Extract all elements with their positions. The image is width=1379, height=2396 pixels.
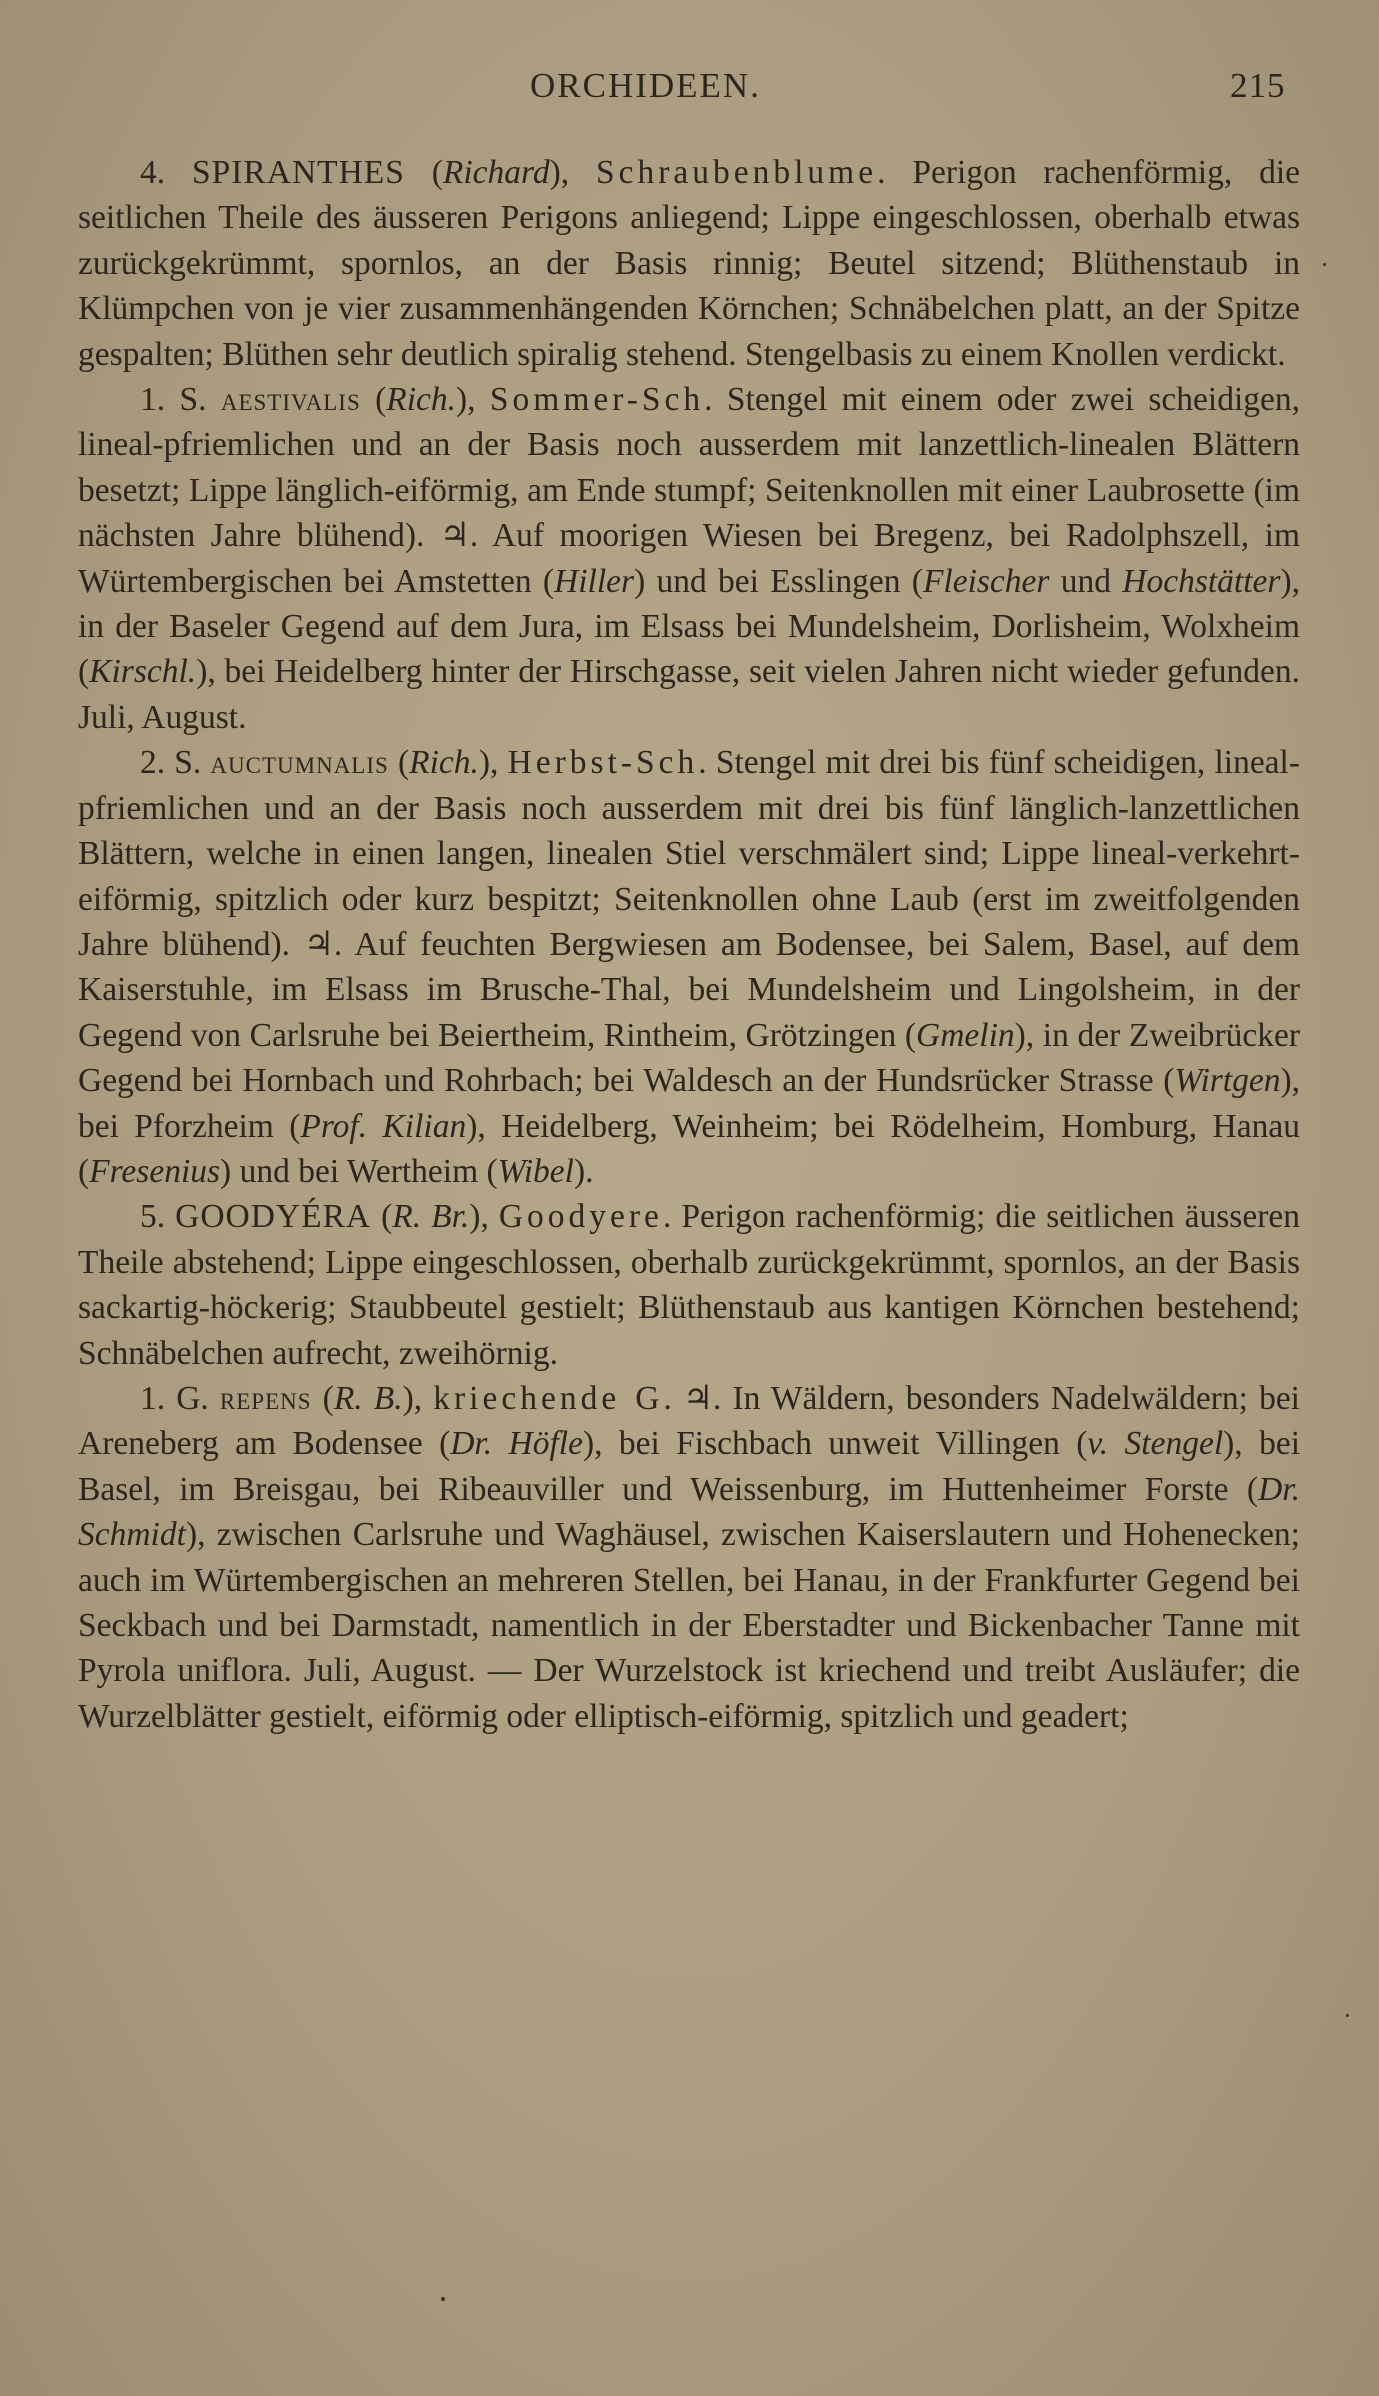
ink-speck	[441, 2297, 445, 2301]
running-header	[0, 66, 1379, 122]
description-text: . Perigon rachenförmig, die seitlichen Theile des äusseren Perigons anliegend; Lippe eingeschlossen, oberhalb etwas zurückgekrümmt, spornlos, an der Basis rinnig; Beutel sitzend; Blüthenstaub in Klümpchen von je vier zusammenhängenden Körnchen; Schnäbelchen platt, an der Spitze gespalten; Blüthen sehr deutlich spiralig stehend. Stengelbasis zu einem Knollen verdickt.	[78, 154, 1301, 373]
text-run: ).	[573, 1152, 594, 1190]
text-run: ),	[549, 154, 596, 191]
chapter-title: ORCHIDEEN.	[530, 66, 761, 105]
common-name: Schraubenblume	[595, 154, 878, 191]
ink-speck	[1323, 263, 1326, 266]
text-run: (	[388, 744, 410, 782]
collector-name: Wirtgen	[1174, 1062, 1281, 1100]
entry-number: 1. S.	[140, 381, 221, 419]
collector-name: Wibel	[497, 1152, 574, 1190]
species-entry-aestivalis	[78, 377, 1300, 740]
entry-number: 4.	[140, 154, 166, 191]
entry-number: 5.	[140, 1198, 166, 1236]
text-run: ), zwischen Carlsruhe und Waghäusel, zwischen Kaiserslautern und Hohenecken; auch im Würtembergischen an mehreren Stellen, bei Hanau, in der Frankfurter Gegend bei Seckbach und bei Darmstadt, namentlich in der Eberstadter und Bickenbacher Tanne mit Pyrola uniflora. Juli, August. — Der Wurzelstock ist kriechend und treibt Ausläufer; die Wurzelblätter gestielt, eiförmig oder elliptisch-eiförmig, spitzlich und geadert;	[78, 1516, 1300, 1735]
description-text: . Stengel mit einem oder zwei scheidigen, lineal-pfriemlichen und an der Basis noch ausserdem mit lanzettlich-linealen Blättern besetzt; Lippe länglich-eiförmig, am Ende stumpf; Seitenknollen mit einer Laubrosette (im nächsten Jahre blühend). ♃. Auf moorigen Wiesen bei Bregenz, bei Radolphszell, im Würtembergischen bei Amstetten (	[78, 381, 1300, 600]
author-citation: Rich.	[386, 381, 457, 419]
ink-speck	[1346, 2014, 1349, 2017]
common-name: Herbst-Sch	[507, 744, 699, 782]
species-name: aestivalis	[220, 381, 361, 419]
genus-name: SPIRANTHES	[191, 154, 405, 191]
text-run: ), Heidelberg, Weinheim; bei Rödelheim, Homburg, Hanau (	[78, 1107, 1300, 1190]
text-run: ),	[456, 381, 490, 419]
text-run: (	[360, 381, 387, 419]
page-number: 215	[1230, 66, 1286, 105]
text-run: ), bei Pforzheim (	[78, 1062, 1300, 1145]
collector-name: Dr. Schmidt	[78, 1470, 1300, 1554]
genus-entry-goodyera	[78, 1194, 1300, 1376]
collector-name: v. Stengel	[1087, 1425, 1224, 1463]
description-text: . Perigon rachenförmig; die seitlichen äusseren Theile abstehend; Lippe eingeschlossen, oberhalb zurückgekrümmt, spornlos, an der Basis sackartig-höckerig; Staubbeutel gestielt; Blüthenstaub aus kantigen Körnchen bestehend; Schnäbelchen aufrecht, zweihörnig.	[78, 1198, 1300, 1372]
text-body	[78, 150, 1300, 1739]
text-run: ),	[478, 744, 508, 782]
collector-name: Gmelin	[916, 1016, 1015, 1054]
collector-name: Kirschl.	[89, 653, 197, 691]
collector-name: Fleischer	[922, 562, 1050, 600]
genus-entry-spiranthes	[78, 150, 1300, 377]
text-run: (	[404, 154, 443, 191]
text-run: ),	[469, 1198, 499, 1236]
species-name: repens	[219, 1379, 312, 1417]
collector-name: Hiller	[554, 562, 635, 600]
common-name: Sommer-Sch	[489, 381, 705, 419]
description-text: . Stengel mit drei bis fünf scheidigen, lineal-pfriemlichen und an der Basis noch ausserdem mit drei bis fünf länglich-lanzettlichen Blättern, welche in einen langen, linealen Stiel verschmälert sind; Lippe lineal-verkehrt-eiförmig, spitzlich oder kurz bespitzt; Seitenknollen ohne Laub (erst im zweitfolgenden Jahre blühend). ♃. Auf feuchten Bergwiesen am Bodensee, bei Salem, Basel, auf dem Kaiserstuhle, im Elsass im Brusche-Thal, bei Mundelsheim und Lingolsheim, in der Gegend von Carlsruhe bei Beiertheim, Rintheim, Grötzingen (	[78, 744, 1301, 1054]
entry-number: 2. S.	[140, 744, 211, 782]
species-entry-auctumnalis	[78, 740, 1300, 1194]
author-citation: Richard	[442, 154, 550, 191]
entry-number: 1. G.	[140, 1379, 220, 1417]
common-name: Goodyere	[498, 1198, 663, 1236]
text-run: ), bei Heidelberg hinter der Hirschgasse, seit vielen Jahren nicht wieder gefunden. Juli, August.	[78, 653, 1300, 736]
text-run: ),	[402, 1379, 434, 1417]
genus-name: GOODYÉRA	[175, 1198, 372, 1236]
text-run: ) und bei Esslingen (	[634, 562, 923, 600]
text-run: ) und bei Wertheim (	[220, 1152, 498, 1190]
author-citation: Rich.	[409, 744, 479, 782]
text-run: ), bei Fischbach unweit Villingen (	[582, 1425, 1088, 1463]
species-name: auctumnalis	[210, 744, 389, 782]
collector-name: Hochstätter	[1122, 562, 1281, 600]
collector-name: Dr. Höfle	[450, 1425, 583, 1463]
text-run: (	[371, 1198, 393, 1236]
common-name: kriechende G	[433, 1379, 664, 1417]
text-run: ), bei Basel, im Breisgau, bei Ribeauviller und Weissenburg, im Huttenheimer Forste (	[78, 1425, 1300, 1508]
description-text: . ♃. In Wäldern, besonders Nadelwäldern; bei Areneberg am Bodensee (	[78, 1379, 1300, 1463]
author-citation: R. Br.	[392, 1198, 470, 1236]
collector-name: Prof. Kilian	[300, 1107, 467, 1145]
text-run: ), in der Baseler Gegend auf dem Jura, im Elsass bei Mundelsheim, Dorlisheim, Wolxheim (	[78, 562, 1300, 691]
text-run: und	[1049, 562, 1123, 600]
text-run: ), in der Zweibrücker Gegend bei Hornbach und Rohrbach; bei Waldesch an der Hundsrücker Strasse (	[78, 1016, 1300, 1100]
text-run: (	[311, 1379, 334, 1417]
species-entry-repens	[78, 1376, 1300, 1739]
author-citation: R. B.	[333, 1379, 403, 1417]
collector-name: Fresenius	[89, 1152, 221, 1190]
